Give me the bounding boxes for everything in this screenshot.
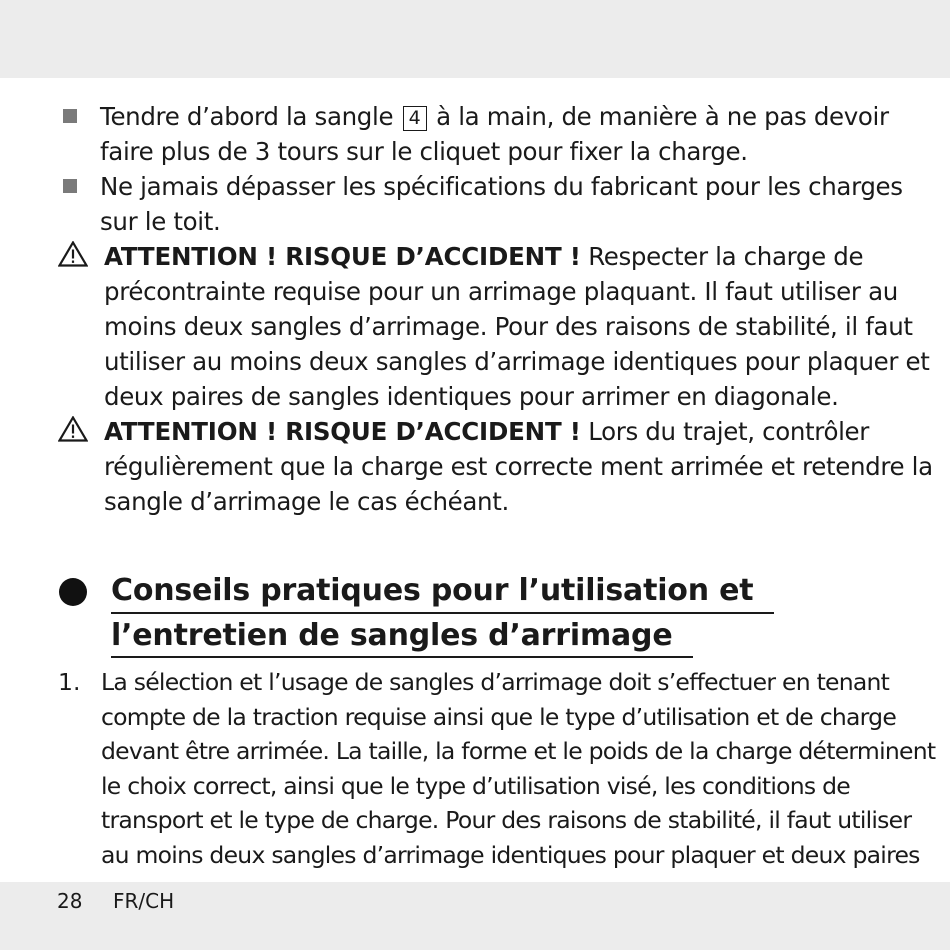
list-item-number: 1. — [58, 668, 81, 696]
warning-1-line-3: moins deux sangles d’arrimage. Pour des raisons de stabilité, il faut — [104, 312, 913, 341]
language-code: FR/CH — [113, 889, 175, 913]
list-item-line-1: La sélection et l’usage de sangles d’arrimage doit s’effectuer en tenant — [101, 668, 890, 696]
section-bullet-icon — [59, 578, 87, 606]
bullet-1-text-before: Tendre d’abord la sangle — [100, 102, 394, 131]
bullet-1-text-after: à la main, de manière à ne pas devoir — [436, 102, 889, 131]
warning-2-text-start: Lors du trajet, contrôler — [580, 417, 869, 446]
warning-1-line-2: précontrainte requise pour un arrimage plaquant. Il faut utiliser au — [104, 277, 898, 306]
list-item-line-6: au moins deux sangles d’arrimage identiques pour plaquer et deux paires — [101, 841, 920, 869]
warning-triangle-icon — [58, 416, 88, 442]
bullet-1-line-2: faire plus de 3 tours sur le cliquet pour fixer la charge. — [100, 137, 748, 166]
warning-1-line-4: utiliser au moins deux sangles d’arrimage identiques pour plaquer et — [104, 347, 930, 376]
warning-2-title: ATTENTION ! RISQUE D’ACCIDENT ! — [104, 417, 581, 446]
warning-triangle-icon — [58, 241, 88, 267]
bullet-2-line-1: Ne jamais dépasser les spécifications du fabricant pour les charges — [100, 172, 903, 201]
square-bullet-icon — [63, 109, 77, 123]
warning-1-text-start: Respecter la charge de — [580, 242, 864, 271]
warning-1-line-1 — [104, 242, 863, 272]
top-margin-band — [0, 0, 950, 78]
bullet-1-line-1 — [100, 102, 889, 132]
warning-2-line-1 — [104, 417, 869, 447]
page-number: 28 — [57, 889, 83, 913]
heading-underline-2 — [111, 656, 693, 658]
warning-1-line-5: deux paires de sangles identiques pour arrimer en diagonale. — [104, 382, 839, 411]
warning-2-line-3: sangle d’arrimage le cas échéant. — [104, 487, 509, 516]
heading-underline-1 — [111, 612, 774, 614]
section-heading-line-2: l’entretien de sangles d’arrimage — [111, 618, 673, 653]
warning-2-line-2: régulièrement que la charge est correcte ment arrimée et retendre la — [104, 452, 933, 481]
list-item-line-4: le choix correct, ainsi que le type d’utilisation visé, les conditions de — [101, 772, 850, 800]
list-item-line-5: transport et le type de charge. Pour des raisons de stabilité, il faut utiliser — [101, 806, 912, 834]
list-item-line-2: compte de la traction requise ainsi que le type d’utilisation et de charge — [101, 703, 897, 731]
reference-number-box: 4 — [403, 106, 427, 131]
square-bullet-icon — [63, 179, 77, 193]
warning-1-title: ATTENTION ! RISQUE D’ACCIDENT ! — [104, 242, 581, 271]
section-heading-line-1: Conseils pratiques pour l’utilisation et — [111, 573, 754, 608]
list-item-line-3: devant être arrimée. La taille, la forme et le poids de la charge déterminent — [101, 737, 936, 765]
bullet-2-line-2: sur le toit. — [100, 207, 221, 236]
